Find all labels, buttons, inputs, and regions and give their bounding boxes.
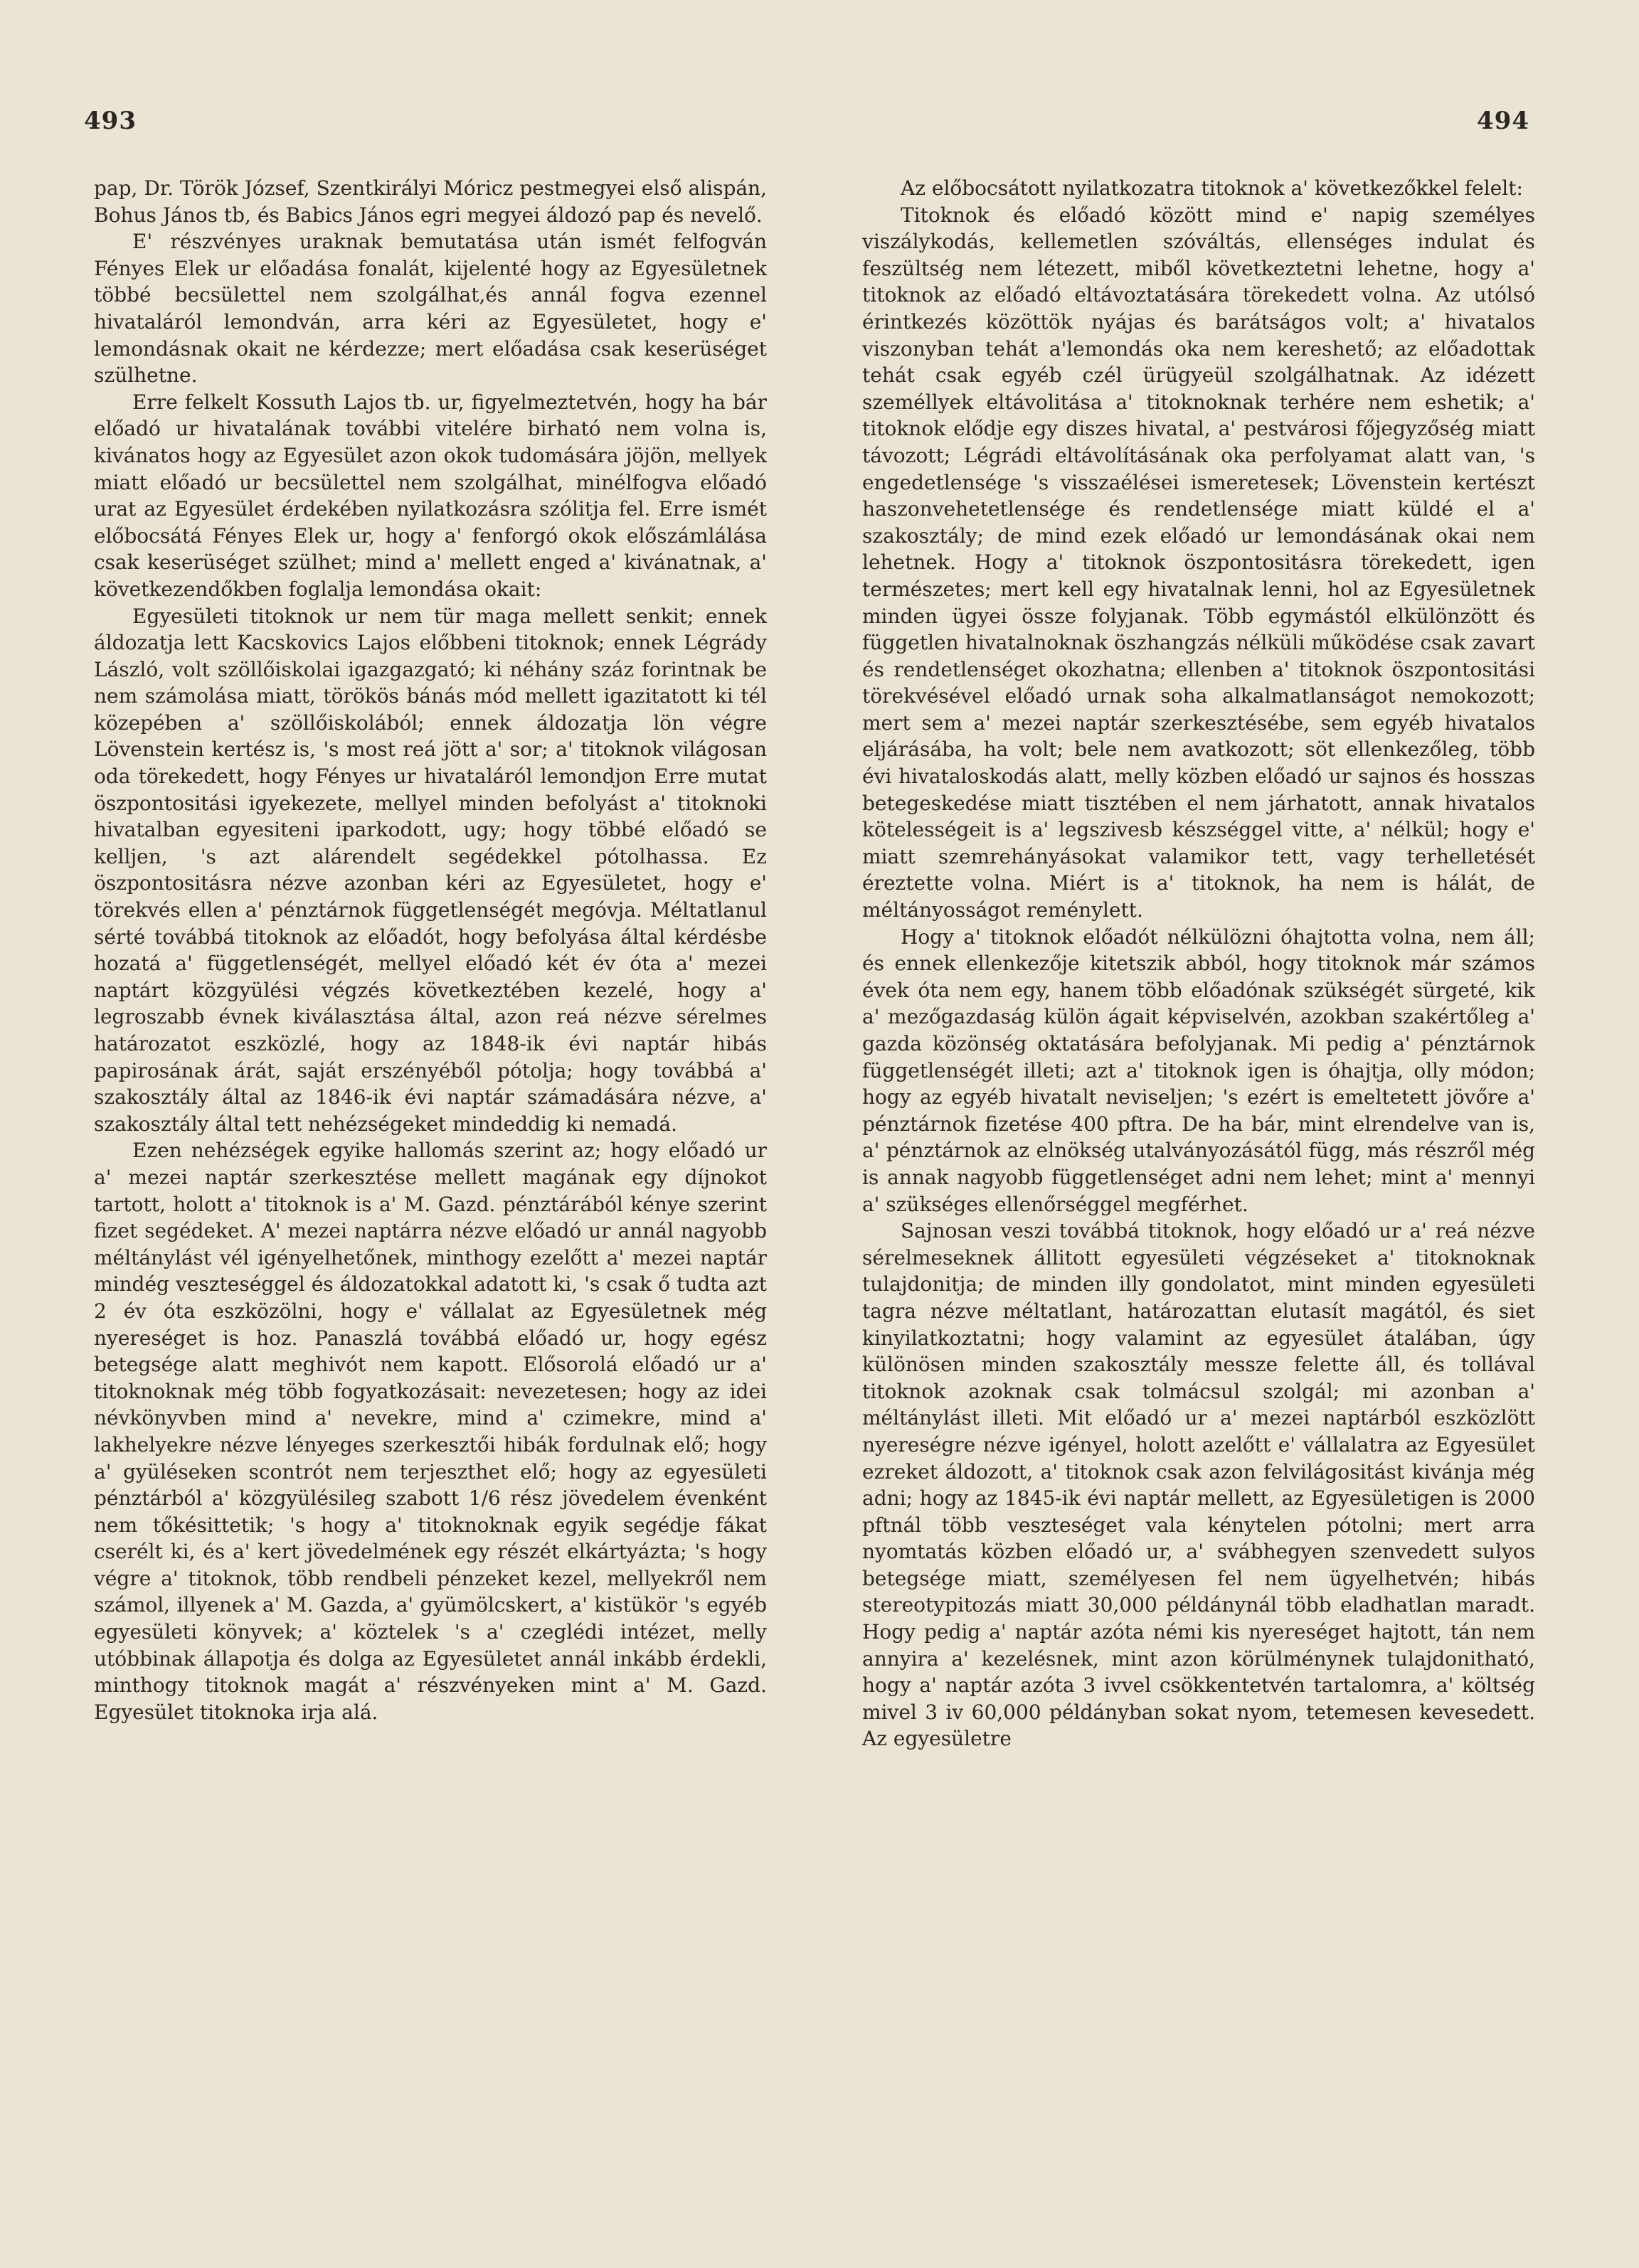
- paragraph: Erre felkelt Kossuth Lajos tb. ur, figyelmeztetvén, hogy ha bár előadó ur hivatalának további vitelére birható nem volna is, kivánatos hogy az Egyesület azon okok tudomására jöjön, mellyek miatt előadó ur becsülettel nem szolgálhat, minélfogva előadó urat az Egyesület érdekében nyilatkozásra szólitja fel. Erre ismét előbocsátá Fényes Elek ur, hogy a' fenforgó okok előszámlálása csak keserüséget szülhet; mind a' mellett enged a' kivánatnak, a' következendőkben foglalja lemondása okait:: [94, 390, 767, 601]
- paragraph: E' részvényes uraknak bemutatása után ismét felfogván Fényes Elek ur előadása fonalát, kijelenté hogy az Egyesületnek többé becsülettel nem szolgálhat,és annál fogva ezennel hivataláról lemondván, arra kéri az Egyesületet, hogy e' lemondásnak okait ne kérdezze; mert előadása csak keserüséget szülhetne.: [94, 230, 767, 388]
- paragraph: Ezen nehézségek egyike hallomás szerint az; hogy előadó ur a' mezei naptár szerkesztése mellett magának egy díjnokot tartott, holott a' titoknok is a' M. Gazd. pénztárából kénye szerint fizet segédeket. A' mezei naptárra nézve előadó ur annál nagyobb méltánylást vél igényelhetőnek, minthogy ezelőtt a' mezei naptár mindég veszteséggel és áldozatokkal adatott ki, 's csak ő tudta azt 2 év óta eszközölni, hogy e' vállalat az Egyesületnek még nyereséget is hoz. Panaszlá továbbá előadó ur, hogy egész betegsége alatt meghivót nem kapott. Elősorolá előadó ur a' titoknoknak még több fogyatkozásait: nevezetesen; hogy az idei névkönyvben mind a' nevekre, mind a' czimekre, mind a' lakhelyekre nézve lényeges szerkesztői hibák fordulnak elő; hogy a' gyüléseken scontrót nem terjeszthet elő; hogy az egyesületi pénztárból a' közgyülésileg szabott 1/6 rész jövedelem évenként nem tőkésittetik; 's hogy a' titoknoknak egyik segédje fákat cserélt ki, és a' kert jövedelmének egy részét elkártyázta; 's hogy végre a' titoknok, több rendbeli pénzeket kezel, mellyekről nem számol, illyenek a' M. Gazda, a' gyümölcskert, a' kistükör 's egyéb egyesületi könyvek; a' köztelek 's a' czeglédi intézet, melly utóbbinak állapotja és dolga az Egyesületet annál inkább érdekli, minthogy titoknok magát a' részvényeken mint a' M. Gazd. Egyesület titoknoka irja alá.: [94, 1139, 767, 1724]
- paragraph: pap, Dr. Török József, Szentkirályi Móricz pestmegyei első alispán, Bohus János tb, és Babics János egri megyei áldozó pap és nevelő.: [94, 176, 767, 227]
- page-number-right: 494: [1477, 107, 1529, 135]
- paragraph: Titoknok és előadó között mind e' napig személyes viszálykodás, kellemetlen szóváltás, ellenséges indulat és feszültség nem létezett, miből következtetni lehetne, hogy a' titoknok az előadó eltávoztatására törekedett volna. Az utólsó érintkezés közöttök nyájas és barátságos volt; a' hivatalos viszonyban tehát a'lemondás oka nem kereshető; az előadottak tehát csak egyéb czél ürügyeül szolgálhatnak. Az idézett személlyek eltávolitása a' titoknoknak terhére nem eshetik; a' titoknok elődje egy diszes hivatal, a' pestvárosi főjegyzőség miatt távozott; Légrádi eltávolításának oka perfolyamat alatt van, 's engedetlensége 's visszaélései ismeretesek; Lövenstein kertészt haszonvehetetlensége és rendetlensége miatt küldé el a' szakosztály; de mind ezek előadó ur lemondásának okai nem lehetnek. Hogy a' titoknok öszpontositásra törekedett, igen természetes; mert kell egy hivatalnak lenni, hol az Egyesületnek minden ügyei össze folyjanak. Több egymástól elkülönzött és független hivatalnoknak öszhangzás nélküli működése csak zavart és rendetlenséget okozhatna; ellenben a' titoknok öszpontositási törekvésével előadó urnak soha alkalmatlanságot nemokozott; mert sem a' mezei naptár szerkesztésébe, sem egyéb hivatalos eljárásába, ha volt; bele nem avatkozott; söt ellenkezőleg, több évi hivataloskodás alatt, melly közben előadó ur sajnos és hosszas betegeskedése miatt tisztében el nem járhatott, annak hivatalos kötelességeit is a' legszivesb készséggel vitte, a' nélkül; hogy e' miatt szemrehányásokat valamikor tett, vagy terhelletését éreztette volna. Miért is a' titoknok, ha nem is hálát, de méltányosságot reménylett.: [862, 203, 1535, 922]
- left-column: [94, 175, 767, 1725]
- page-number-left: 493: [84, 107, 137, 135]
- right-column: [862, 175, 1535, 1752]
- paragraph: Sajnosan veszi továbbá titoknok, hogy előadó ur a' reá nézve sérelmeseknek állitott egyesületi végzéseket a' titoknoknak tulajdonitja; de minden illy gondolatot, mint minden egyesületi tagra nézve méltatlant, határozattan elutasít magától, és siet kinyilatkoztatni; hogy valamint az egyesület átalában, úgy különösen minden szakosztály messze felette áll, és tollával titoknok azoknak csak tolmácsul szolgál; mi azonban a' méltánylást illeti. Mit előadó ur a' mezei naptárból eszközlött nyereségre nézve igényel, holott azelőtt e' vállalatra az Egyesület ezreket áldozott, a' titoknok csak azon felvilágositást kivánja még adni; hogy az 1845-ik évi naptár mellett, az Egyesületigen is 2000 pftnál több veszteséget vala kénytelen pótolni; mert arra nyomtatás közben előadó ur, a' svábhegyen szenvedett sulyos betegsége miatt, személyesen fel nem ügyelhetvén; hibás stereotypitozás miatt 30,000 példánynál több eladhatlan maradt. Hogy pedig a' naptár azóta némi kis nyereséget hajtott, tán nem annyira a' kezelésnek, mint azon körülménynek tulajdonitható, hogy a' naptár azóta 3 ivvel csökkentetvén tartalomra, a' költség mivel 3 iv 60,000 példányban sokat nyom, tetemesen kevesedett. Az egyesületre: [862, 1219, 1535, 1751]
- paragraph: Egyesületi titoknok ur nem tür maga mellett senkit; ennek áldozatja lett Kacskovics Lajos előbbeni titoknok; ennek Légrády László, volt szöllőiskolai igazgazgató; ki néhány száz forintnak be nem számolása miatt, törökös bánás mód mellett igazitatott ki tél közepében a' szöllőiskolából; ennek áldozatja lön végre Lövenstein kertész is, 's most reá jött a' sor; a' titoknok világosan oda törekedett, hogy Fényes ur hivataláról lemondjon Erre mutat öszpontositási igyekezete, mellyel minden befolyást a' titoknoki hivatalban egyesiteni iparkodott, ugy; hogy többé előadó se kelljen, 's azt alárendelt segédekkel pótolhassa. Ez öszpontositásra nézve azonban kéri az Egyesületet, hogy e' törekvés ellen a' pénztárnok függetlenségét megóvja. Méltatlanul sérté továbbá titoknok az előadót, hogy befolyása által kérdésbe hozatá a' függetlenségét, mellyel előadó két év óta a' mezei naptárt közgyülési végzés következtében kezelé, hogy a' legroszabb évnek kiválasztása által, azon reá nézve sérelmes határozatot eszközlé, hogy az 1848-ik évi naptár hibás papirosának árát, saját erszényéből pótolja; hogy továbbá a' szakosztály által az 1846-ik évi naptár számadására nézve, a' szakosztály által tett nehézségeket mindeddig ki nemadá.: [94, 604, 767, 1136]
- paragraph: Az előbocsátott nyilatkozatra titoknok a' következőkkel felelt:: [901, 176, 1523, 200]
- paragraph: Hogy a' titoknok előadót nélkülözni óhajtotta volna, nem áll; és ennek ellenkezője kitetszik abból, hogy titoknok már számos évek óta nem egy, hanem több előadónak szükségét sürgeté, kik a' mezőgazdaság külön ágait képviselvén, azokban szakértőleg a' gazda közönség oktatására befolyjanak. Mi pedig a' pénztárnok függetlenségét illeti; azt a' titoknok igen is óhajtja, olly módon; hogy az egyéb hivatalt neviseljen; 's ezért is emeltetett jövőre a' pénztárnok fizetése 400 pftra. De ha bár, mint elrendelve van is, a' pénztárnok az elnökség utalványozásától függ, más részről még is annak nagyobb függetlenséget adni nem lehet; mint a' mennyi a' szükséges ellenőrséggel megférhet.: [862, 925, 1535, 1216]
